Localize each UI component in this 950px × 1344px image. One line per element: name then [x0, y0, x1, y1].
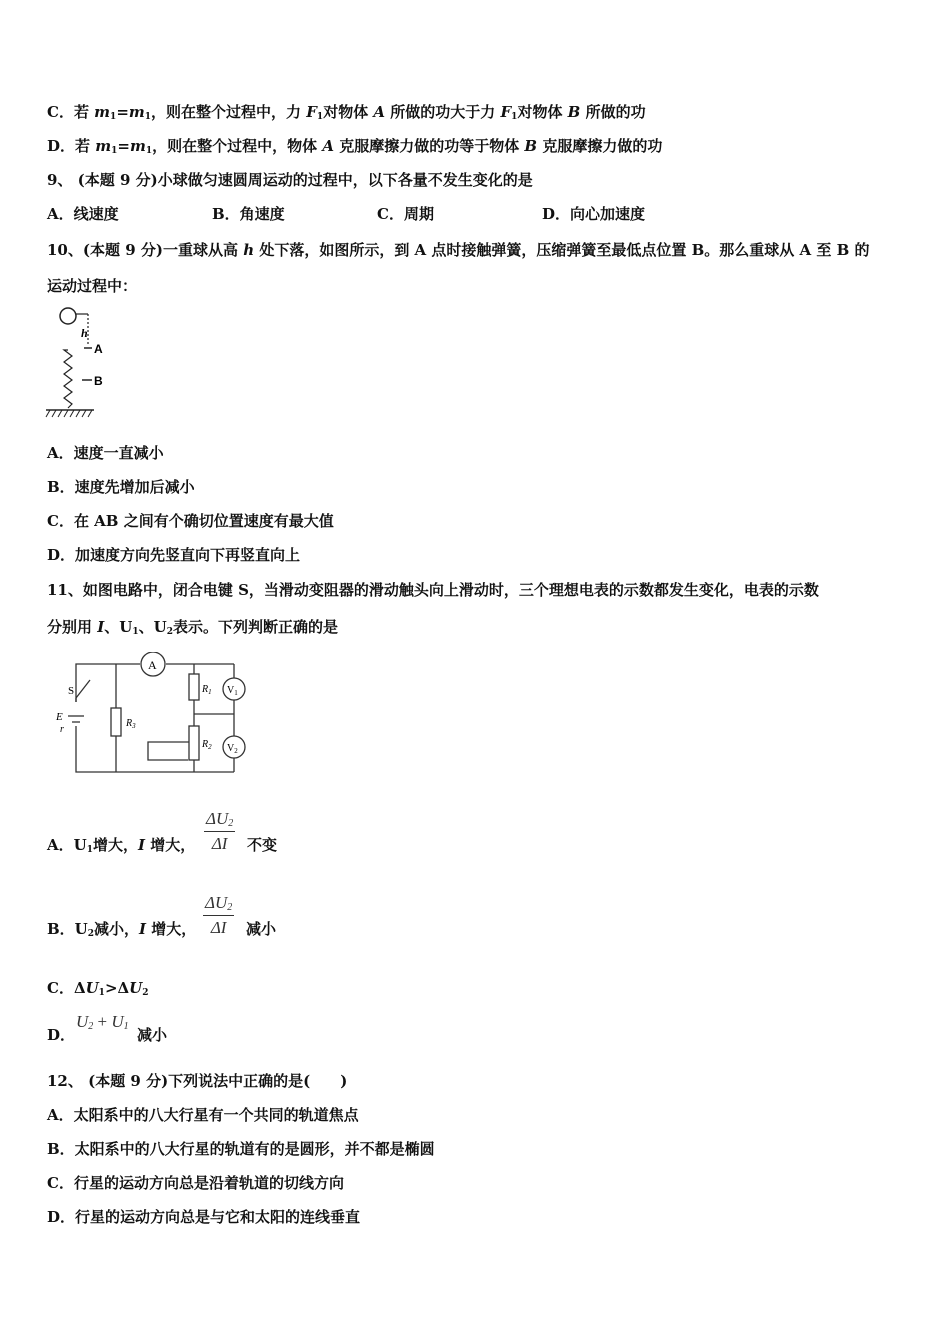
q10-option-a: A．速度一直减小	[47, 444, 164, 462]
label-B: B	[94, 374, 103, 388]
q9-option-d: D．向心加速度	[542, 205, 646, 223]
svg-text:r: r	[60, 724, 64, 735]
svg-text:R1: $R_1$	[202, 684, 212, 696]
svg-text:V1: $V_1$	[227, 685, 238, 697]
q10-stem-line2: 运动过程中：	[47, 277, 138, 295]
q12-option-d: D．行星的运动方向总是与它和太阳的连线垂直	[47, 1208, 361, 1226]
q12-option-c: C．行星的运动方向总是沿着轨道的切线方向	[47, 1174, 344, 1192]
q9-stem: 9、 (本题 9 分)小球做匀速圆周运动的过程中，以下各量不发生变化的是	[47, 171, 533, 189]
spring-figure	[44, 304, 114, 424]
q9-option-b: B．角速度	[212, 205, 285, 223]
q10-option-c: C．在 AB 之间有个确切位置速度有最大值	[47, 512, 334, 530]
q11-option-b-fraction: $\frac{\Delta U_2}{\Delta I}$	[205, 893, 233, 937]
q11-option-a-fraction: $\frac{\Delta U_2}{\Delta I}$	[206, 809, 234, 853]
q11-option-a: A．$U_1$增大，I 增大，	[47, 836, 196, 855]
q11-stem-line1: 11、如图电路中，闭合电键 S，当滑动变阻器的滑动触头向上滑动时，三个理想电表的示数都发生变化，电表的示数	[47, 581, 819, 599]
q8-option-c: C．若 $m_1=m_1$，则在整个过程中，力 $F_1$对物体 A 所做的功大于力 $F_1$对物体 B 所做的功	[47, 103, 646, 122]
q11-option-a-end: 不变	[247, 836, 278, 854]
svg-text:R3: $R_3$	[126, 718, 136, 730]
ball	[60, 308, 76, 324]
q11-option-b-end: 减小	[246, 920, 277, 938]
label-h: h	[81, 326, 88, 340]
svg-text:S: S	[68, 685, 75, 697]
q9-option-c: C．周期	[377, 205, 434, 223]
q9-option-a: A．线速度	[47, 205, 119, 223]
svg-text:R2: $R_2$	[202, 739, 212, 751]
circuit-diagram	[54, 652, 254, 778]
svg-text:A: A	[148, 658, 157, 672]
q8-option-d: D．若 $m_1=m_1$，则在整个过程中，物体 A 克服摩擦力做的功等于物体 B 克服摩擦力做的功	[47, 137, 663, 156]
q10-option-b: B．速度先增加后减小	[47, 478, 195, 496]
q11-stem-line2: 分别用 I、$U_1$、$U_2$表示。下列判断正确的是	[47, 618, 338, 637]
q11-option-d-end: 减小	[137, 1026, 168, 1044]
q12-option-a: A．太阳系中的八大行星有一个共同的轨道焦点	[47, 1106, 359, 1124]
svg-text:V2: $V_2$	[227, 743, 238, 755]
q12-stem: 12、 (本题 9 分)下列说法中正确的是( )	[47, 1072, 348, 1090]
label-A: A	[94, 342, 103, 356]
q12-option-b: B．太阳系中的八大行星的轨道有的是圆形，并不都是椭圆	[47, 1140, 435, 1158]
q10-stem-line1: 10、(本题 9 分)一重球从高 h 处下落，如图所示，到 A 点时接触弹簧，压缩弹簧至最低点位置 B。那么重球从 A 至 B 的	[47, 241, 870, 259]
q11-option-b: B．$U_2$减小，I 增大，	[47, 920, 197, 939]
svg-text:E: E	[56, 711, 63, 723]
q11-option-d-label: D．	[47, 1026, 76, 1044]
q11-option-d-expression: $U_2 + U_1$	[76, 1012, 129, 1032]
q11-option-c: C．$\Delta U_1>\Delta U_2$	[47, 979, 149, 998]
q10-option-d: D．加速度方向先竖直向下再竖直向上	[47, 546, 301, 564]
spring	[64, 350, 72, 408]
